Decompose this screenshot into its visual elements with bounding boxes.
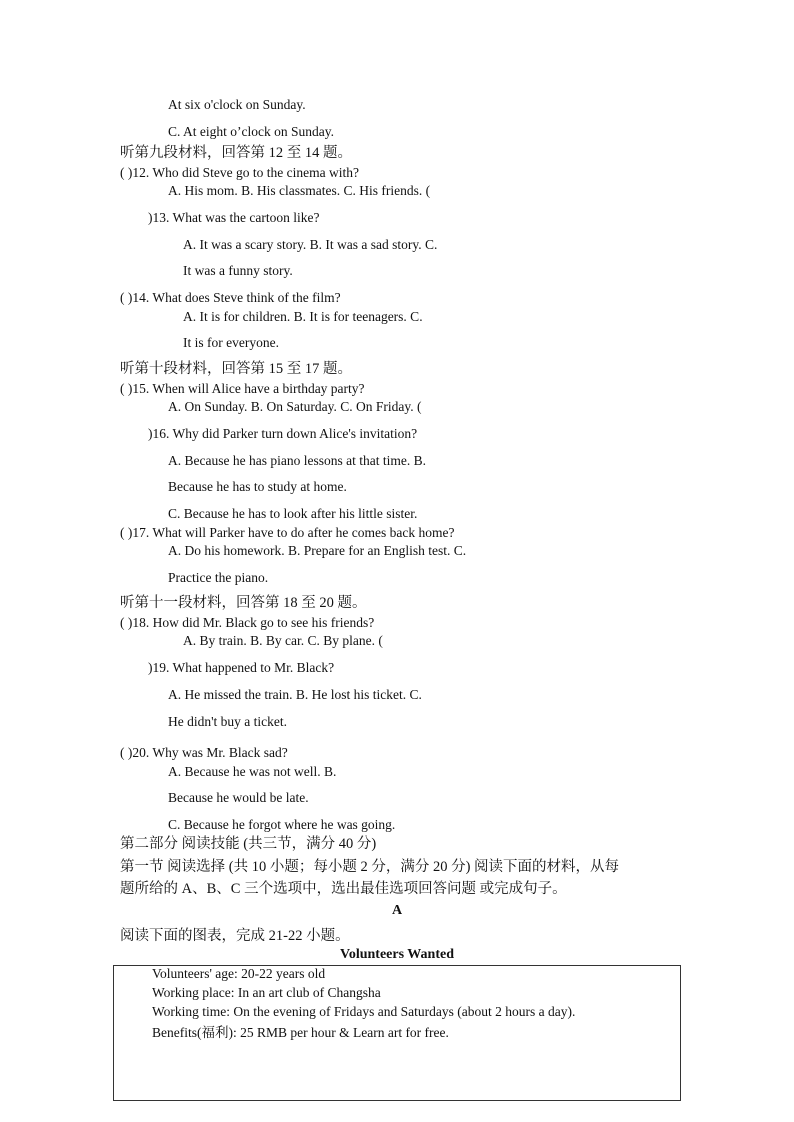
- ad-time: Working time: On the evening of Fridays and Saturdays (about 2 hours a day).: [152, 1004, 576, 1019]
- option-line: C. Because he forgot where he was going.: [168, 817, 396, 832]
- ad-benefits: Benefits(福利): 25 RMB per hour & Learn art for free.: [152, 1025, 449, 1040]
- section-heading: 听第十一段材料，回答第 18 至 20 题。: [120, 595, 367, 611]
- ad-place: Working place: In an art club of Changsha: [152, 985, 381, 1000]
- option-line: Because he has to study at home.: [168, 479, 347, 494]
- question-line: ( )17. What will Parker have to do after he comes back home?: [120, 525, 455, 540]
- ad-box: [113, 965, 681, 1101]
- option-line: A. On Sunday. B. On Saturday. C. On Friday. (: [168, 399, 422, 414]
- option-line: Because he would be late.: [168, 790, 309, 805]
- option-line: A. He missed the train. B. He lost his ticket. C.: [168, 687, 422, 702]
- option-line: C. Because he has to look after his little sister.: [168, 506, 418, 521]
- question-line: ( )12. Who did Steve go to the cinema with?: [120, 165, 359, 180]
- section-instructions: 第一节 阅读选择 (共 10 小题；每小题 2 分，满分 20 分) 阅读下面的材料，从每: [120, 859, 620, 875]
- part-heading: 第二部分 阅读技能 (共三节，满分 40 分): [120, 836, 377, 852]
- question-line: ( )18. How did Mr. Black go to see his friends?: [120, 615, 375, 630]
- option-line: It was a funny story.: [183, 263, 293, 278]
- option-line: A. It is for children. B. It is for teenagers. C.: [183, 309, 423, 324]
- section-heading: 听第九段材料，回答第 12 至 14 题。: [120, 145, 352, 161]
- question-line: )19. What happened to Mr. Black?: [148, 660, 335, 675]
- option-line: A. His mom. B. His classmates. C. His friends. (: [168, 183, 431, 198]
- passage-instruction: 阅读下面的图表，完成 21-22 小题。: [120, 928, 350, 944]
- section-heading: 听第十段材料，回答第 15 至 17 题。: [120, 361, 352, 377]
- option-line: C. At eight o’clock on Sunday.: [168, 124, 334, 139]
- question-line: ( )14. What does Steve think of the film?: [120, 290, 341, 305]
- option-line: A. It was a scary story. B. It was a sad story. C.: [183, 237, 438, 252]
- question-line: )13. What was the cartoon like?: [148, 210, 320, 225]
- option-line: He didn't buy a ticket.: [168, 714, 288, 729]
- option-line: A. Because he has piano lessons at that time. B.: [168, 453, 426, 468]
- question-line: )16. Why did Parker turn down Alice's invitation?: [148, 426, 418, 441]
- ad-title: Volunteers Wanted: [340, 947, 454, 962]
- passage-letter: A: [391, 903, 403, 918]
- ad-age: Volunteers' age: 20-22 years old: [152, 966, 326, 981]
- question-line: ( )20. Why was Mr. Black sad?: [120, 745, 288, 760]
- section-instructions: 题所给的 A、B、C 三个选项中，选出最佳选项回答问题 或完成句子。: [120, 881, 567, 897]
- question-line: ( )15. When will Alice have a birthday party?: [120, 381, 365, 396]
- option-line: At six o'clock on Sunday.: [168, 97, 306, 112]
- option-line: It is for everyone.: [183, 335, 279, 350]
- option-line: Practice the piano.: [168, 570, 269, 585]
- option-line: A. By train. B. By car. C. By plane. (: [183, 633, 383, 648]
- option-line: A. Do his homework. B. Prepare for an English test. C.: [168, 543, 467, 558]
- option-line: A. Because he was not well. B.: [168, 764, 337, 779]
